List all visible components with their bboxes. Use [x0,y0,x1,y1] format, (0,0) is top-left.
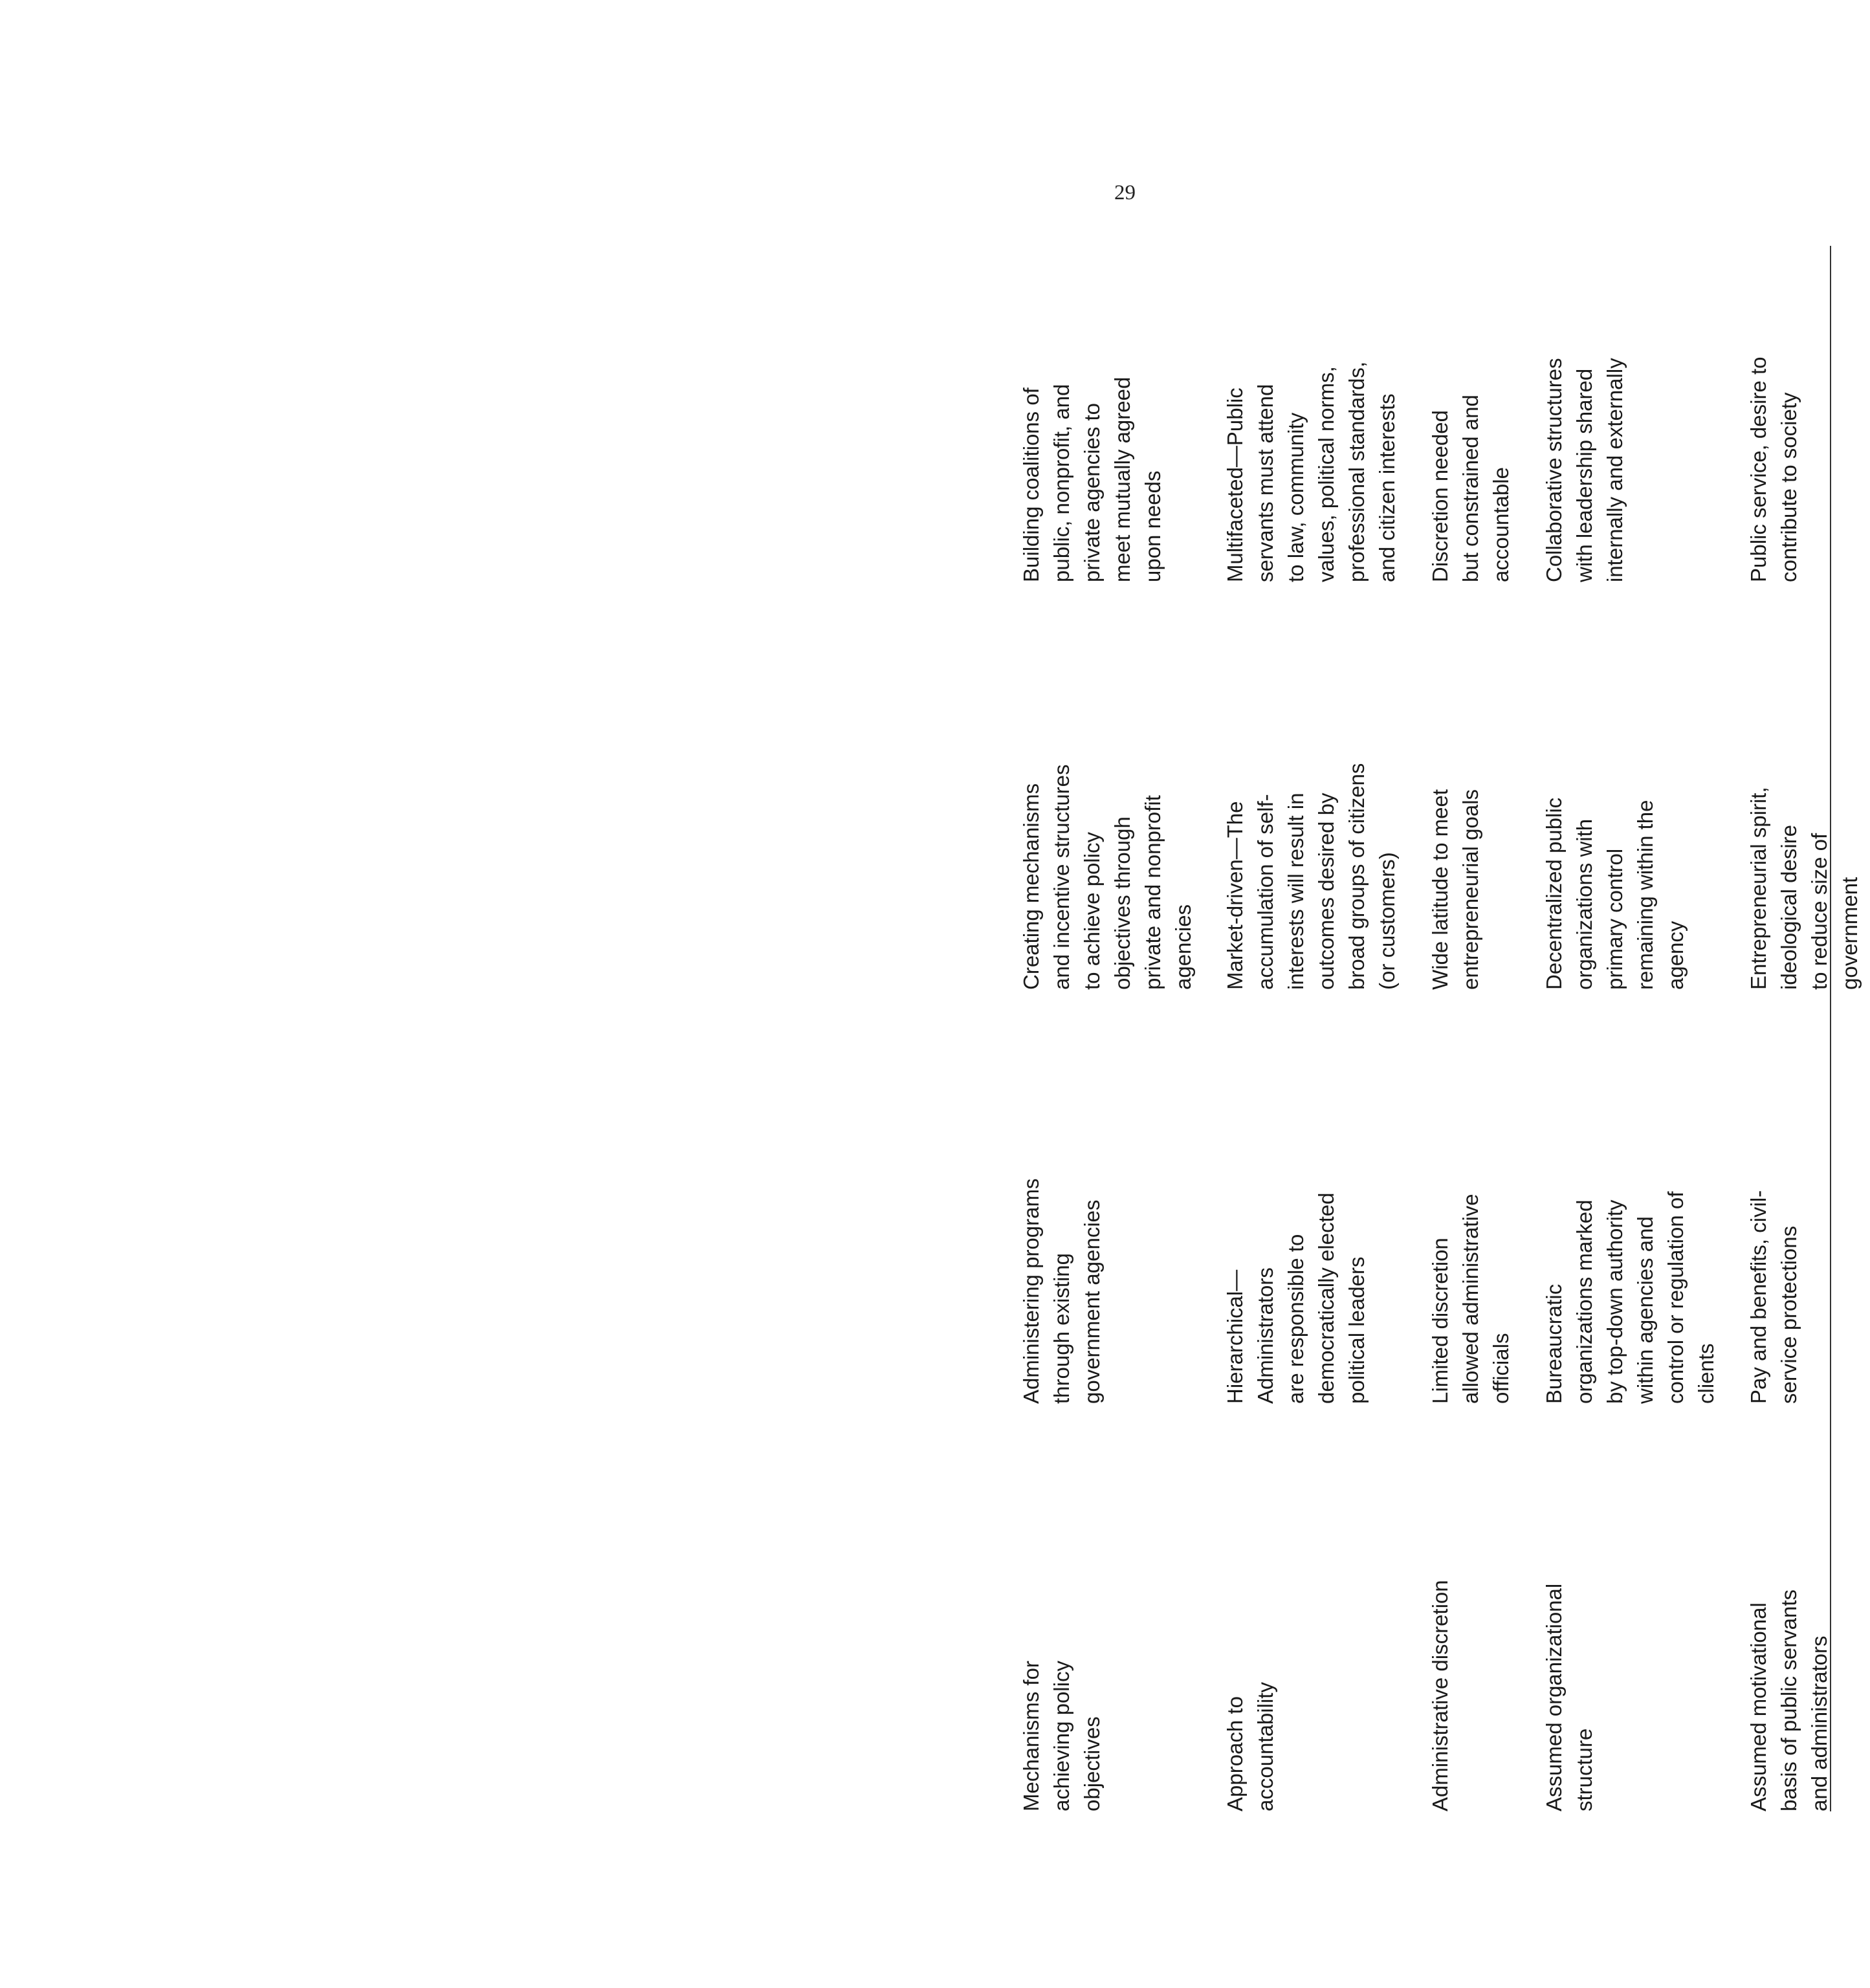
new-public-service-cell: Public service, desire to contribute to society [1746,356,1801,582]
new-public-management-cell: Wide latitude to meet entrepreneurial goals [1428,789,1482,990]
row-label: Assumed motivational basis of public servants and administrators [1746,1589,1831,1811]
row-label: Mechanisms for achieving policy objectives [1019,1661,1104,1811]
row-label: Administrative discretion [1428,1580,1452,1811]
table-bottom-rule [1830,246,1831,1811]
row-label: Assumed organizational structure [1542,1583,1596,1811]
old-public-administration-cell: Administering programs through existing government agencies [1019,1178,1104,1404]
new-public-management-cell: Creating mechanisms and incentive structures to achieve policy objectives through private and nonprofit agencies [1019,764,1195,990]
old-public-administration-cell: Pay and benefits, civil- service protections [1746,1190,1801,1404]
old-public-administration-cell: Limited discretion allowed administrative officials [1428,1194,1513,1404]
new-public-service-cell: Building coalitions of public, nonprofit, and private agencies to meet mutually agreed upon needs [1019,377,1165,582]
comparison-table [1016,246,1870,1811]
new-public-management-cell: Entrepreneurial spirit, ideological desire to reduce size of government [1746,787,1862,990]
row-label: Approach to accountability [1223,1682,1277,1811]
new-public-management-cell: Market-driven—The accumulation of self- interests will result in outcomes desired by broad groups of citizens (or customers) [1223,763,1399,990]
new-public-management-cell: Decentralized public organizations with primary control remaining within the agency [1542,797,1688,990]
new-public-service-cell: Discretion needed but constrained and accountable [1428,395,1513,582]
old-public-administration-cell: Bureaucratic organizations marked by top-down authority within agencies and control or regulation of clients [1542,1191,1718,1404]
page-number: 29 [1114,181,1136,204]
old-public-administration-cell: Hierarchical— Administrators are responsible to democratically elected political leaders [1223,1192,1369,1404]
new-public-service-cell: Collaborative structures with leadership shared internally and externally [1542,358,1627,582]
new-public-service-cell: Multifaceted—Public servants must attend to law, community values, political norms, professional standards, and citizen interests [1223,361,1399,582]
